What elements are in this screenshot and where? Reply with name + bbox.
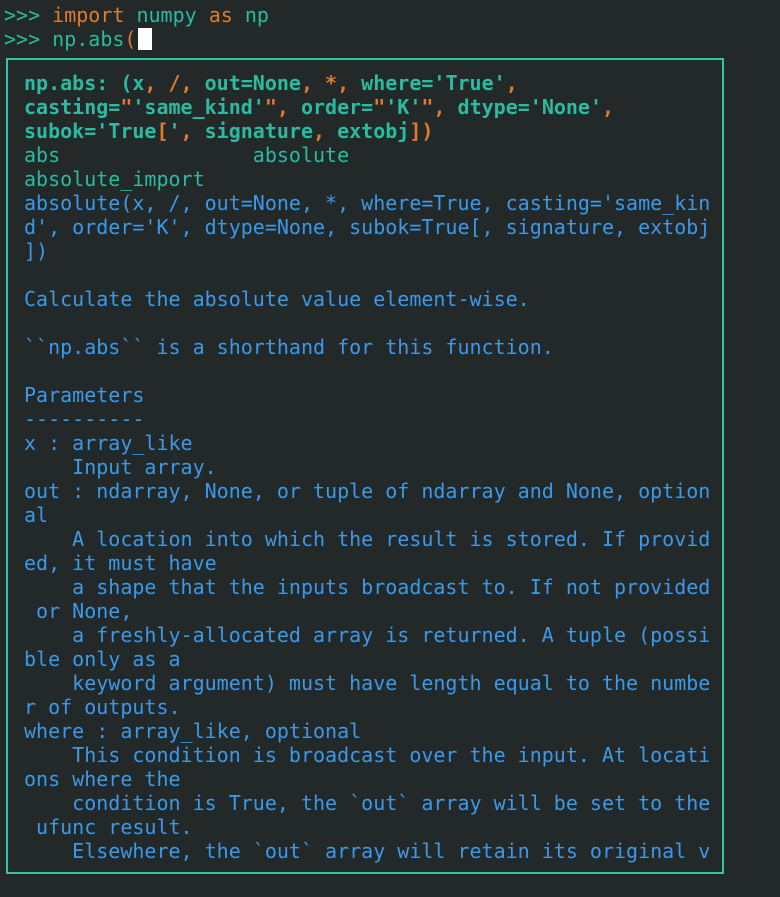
docstring-popup (6, 58, 724, 874)
terminal-line (24, 311, 722, 335)
terminal-line: ---------- (24, 407, 145, 431)
terminal-line (24, 263, 722, 287)
terminal-line: absolute_import (24, 167, 205, 191)
terminal-line: ``np.abs`` is a shorthand for this function. (24, 335, 554, 359)
terminal-line: where : array_like, optional (24, 719, 362, 743)
terminal-line: Input array. (24, 455, 217, 479)
terminal-line: ons where the (24, 767, 181, 791)
terminal-line: condition is True, the `out` array will be set to the (24, 791, 711, 815)
terminal-line: keyword argument) must have length equal to the numbe (24, 671, 711, 695)
terminal-line: x : array_like (24, 431, 193, 455)
terminal-line: out : ndarray, None, or tuple of ndarray and None, option (24, 479, 711, 503)
function-signature (24, 71, 722, 143)
terminal-line: subok='True[', signature, extobj]) (24, 119, 434, 143)
terminal-line: a shape that the inputs broadcast to. If not provided (24, 575, 711, 599)
terminal-line: ed, it must have (24, 551, 217, 575)
completion-list (24, 143, 722, 191)
terminal-line: absolute(x, /, out=None, *, where=True, casting='same_kin (24, 191, 711, 215)
text-cursor (138, 28, 152, 50)
repl-prompt-area (0, 0, 780, 51)
terminal-line: This condition is broadcast over the input. At locati (24, 743, 711, 767)
terminal-line: Calculate the absolute value element-wise. (24, 287, 530, 311)
terminal-line: d', order='K', dtype=None, subok=True[, signature, extobj (24, 215, 711, 239)
terminal-line: ble only as a (24, 647, 181, 671)
terminal-line: Parameters (24, 383, 145, 407)
terminal-line: a freshly-allocated array is returned. A tuple (possi (24, 623, 711, 647)
terminal-line (24, 359, 722, 383)
repl-input-line[interactable]: >>> np.abs( (4, 27, 780, 51)
terminal-line: A location into which the result is stored. If provid (24, 527, 711, 551)
terminal-line: r of outputs. (24, 695, 181, 719)
repl-history-line: >>> import numpy as np (4, 3, 269, 27)
terminal-line: al (24, 503, 49, 527)
terminal-line: Elsewhere, the `out` array will retain its original v (24, 839, 711, 863)
terminal-line: ufunc result. (24, 815, 193, 839)
docstring-body (24, 191, 722, 863)
terminal-line: abs absolute (24, 143, 350, 167)
terminal-line: casting="'same_kind'", order="'K'", dtype='None', (24, 95, 615, 119)
terminal-line: or None, (24, 599, 133, 623)
terminal-line: ]) (24, 239, 49, 263)
terminal-line: np.abs: (x, /, out=None, *, where='True', (24, 71, 518, 95)
